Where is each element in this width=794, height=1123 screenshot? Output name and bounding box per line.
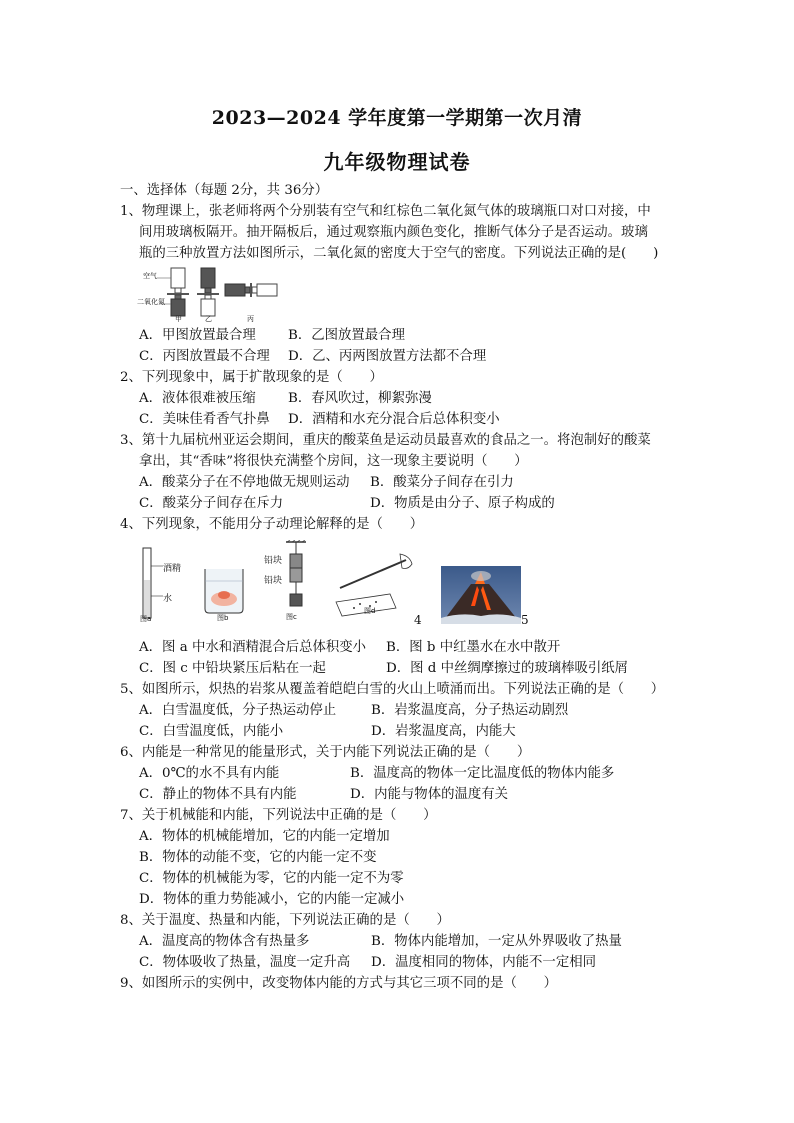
q7-stem: 7、关于机械能和内能，下列说法中正确的是（ ） <box>120 808 437 823</box>
q6-option-d: D．内能与物体的温度有关 <box>350 787 509 802</box>
q5-option-b: B．岩浆温度高，分子热运动剧烈 <box>371 703 569 718</box>
q5-option-d: D．岩浆温度高，内能大 <box>371 724 516 739</box>
q4-label-alcohol: 酒精 <box>163 564 182 574</box>
q5-option-a: A．白雪温度低，分子热运动停止 <box>139 703 337 718</box>
q4-label-c: 图c <box>286 613 297 621</box>
q4-label-5: 5 <box>521 613 529 627</box>
q8-option-a: A．温度高的物体含有热量多 <box>139 934 310 949</box>
q4-label-b: 图b <box>217 614 229 622</box>
q3-stem-line1: 3、第十九届杭州亚运会期间，重庆的酸菜鱼是运动员最喜欢的食品之一。将泡制好的酸菜 <box>120 433 651 448</box>
q1-stem-line2: 间用玻璃板隔开。抽开隔板后，通过观察瓶内颜色变化，推断气体分子是否运动。玻璃 <box>139 225 648 240</box>
q5-option-c: C．白雪温度低，内能小 <box>139 724 284 739</box>
page-title: 2023—2024 学年度第一学期第一次月清 <box>211 107 583 129</box>
q4-label-lead2: 铅块 <box>264 576 283 586</box>
q4-label-d: 图d <box>364 607 376 615</box>
q4-label-4: 4 <box>414 613 422 627</box>
q3-option-b: B．酸菜分子间存在引力 <box>370 475 514 490</box>
q1-label-no2: 二氧化氮 <box>137 298 165 306</box>
q4-figure-c <box>262 540 322 624</box>
q7-option-b: B．物体的动能不变，它的内能一定不变 <box>139 850 377 865</box>
section-heading: 一、选择体（每题 2分，共 36分） <box>120 183 329 198</box>
q8-option-d: D．温度相同的物体，内能不一定相同 <box>371 955 596 970</box>
q3-option-a: A．酸菜分子在不停地做无规则运动 <box>139 475 350 490</box>
q6-option-b: B．温度高的物体一定比温度低的物体内能多 <box>350 766 615 781</box>
q1-label-air: 空气 <box>143 272 157 280</box>
q4-figure-b <box>199 565 249 623</box>
q4-label-water: 水 <box>163 594 173 604</box>
q1-option-b: B．乙图放置最合理 <box>288 328 405 343</box>
q4-figure-d <box>330 548 420 620</box>
q1-option-c: C．丙图放置最不合理 <box>139 349 270 364</box>
q1-label-bing: 丙 <box>247 315 254 323</box>
q1-label-yi: 乙 <box>205 315 212 323</box>
q2-stem: 2、下列现象中，属于扩散现象的是（ ） <box>120 370 383 385</box>
q4-stem: 4、下列现象，不能用分子动理论解释的是（ ） <box>120 517 424 532</box>
q6-stem: 6、内能是一种常见的能量形式，关于内能下列说法正确的是（ ） <box>120 745 531 760</box>
q3-stem-line2: 拿出，其“香味”将很快充满整个房间，这一现象主要说明（ ） <box>139 454 528 469</box>
q2-option-d: D．酒精和水充分混合后总体积变小 <box>288 412 500 427</box>
q9-stem: 9、如图所示的实例中，改变物体内能的方式与其它三项不同的是（ ） <box>120 976 558 991</box>
q8-option-c: C．物体吸收了热量，温度一定升高 <box>139 955 351 970</box>
q2-option-c: C．美味佳肴香气扑鼻 <box>139 412 270 427</box>
q7-option-c: C．物体的机械能为零，它的内能一定不为零 <box>139 871 404 886</box>
q7-option-a: A．物体的机械能增加，它的内能一定增加 <box>139 829 390 844</box>
q6-option-c: C．静止的物体不具有内能 <box>139 787 297 802</box>
q4-figure-a <box>137 540 187 624</box>
q1-label-jia: 甲 <box>175 315 182 323</box>
q4-option-d: D．图 d 中丝绸摩擦过的玻璃棒吸引纸屑 <box>386 661 629 676</box>
q3-option-d: D．物质是由分子、原子构成的 <box>370 496 555 511</box>
q1-bottle-figure <box>137 266 287 322</box>
q5-stem: 5、如图所示，炽热的岩浆从覆盖着皑皑白雪的火山上喷涌而出。下列说法正确的是（ ） <box>120 682 665 697</box>
q6-option-a: A．0℃的水不具有内能 <box>139 766 280 781</box>
q1-option-a: A．甲图放置最合理 <box>139 328 256 343</box>
q8-option-b: B．物体内能增加，一定从外界吸收了热量 <box>371 934 622 949</box>
q4-option-a: A．图 a 中水和酒精混合后总体积变小 <box>139 640 367 655</box>
q1-stem-line3: 瓶的三种放置方法如图所示，二氧化氮的密度大于空气的密度。下列说法正确的是( ) <box>139 246 659 261</box>
q4-label-lead1: 铅块 <box>264 556 283 566</box>
q2-option-a: A．液体很难被压缩 <box>139 391 256 406</box>
q3-option-c: C．酸菜分子间存在斥力 <box>139 496 284 511</box>
q2-option-b: B．春风吹过，柳絮弥漫 <box>288 391 432 406</box>
volcano-image <box>441 566 521 624</box>
q1-option-d: D．乙、丙两图放置方法都不合理 <box>288 349 487 364</box>
q4-label-a: 图a <box>140 615 152 623</box>
q7-option-d: D．物体的重力势能减小，它的内能一定减小 <box>139 892 405 907</box>
page-subtitle: 九年级物理试卷 <box>323 150 471 174</box>
q1-stem-line1: 1、物理课上，张老师将两个分别装有空气和红棕色二氧化氮气体的玻璃瓶口对口对接，中 <box>120 204 651 219</box>
q4-option-b: B．图 b 中红墨水在水中散开 <box>386 640 561 655</box>
q4-option-c: C．图 c 中铅块紧压后粘在一起 <box>139 661 326 676</box>
q8-stem: 8、关于温度、热量和内能，下列说法正确的是（ ） <box>120 913 450 928</box>
